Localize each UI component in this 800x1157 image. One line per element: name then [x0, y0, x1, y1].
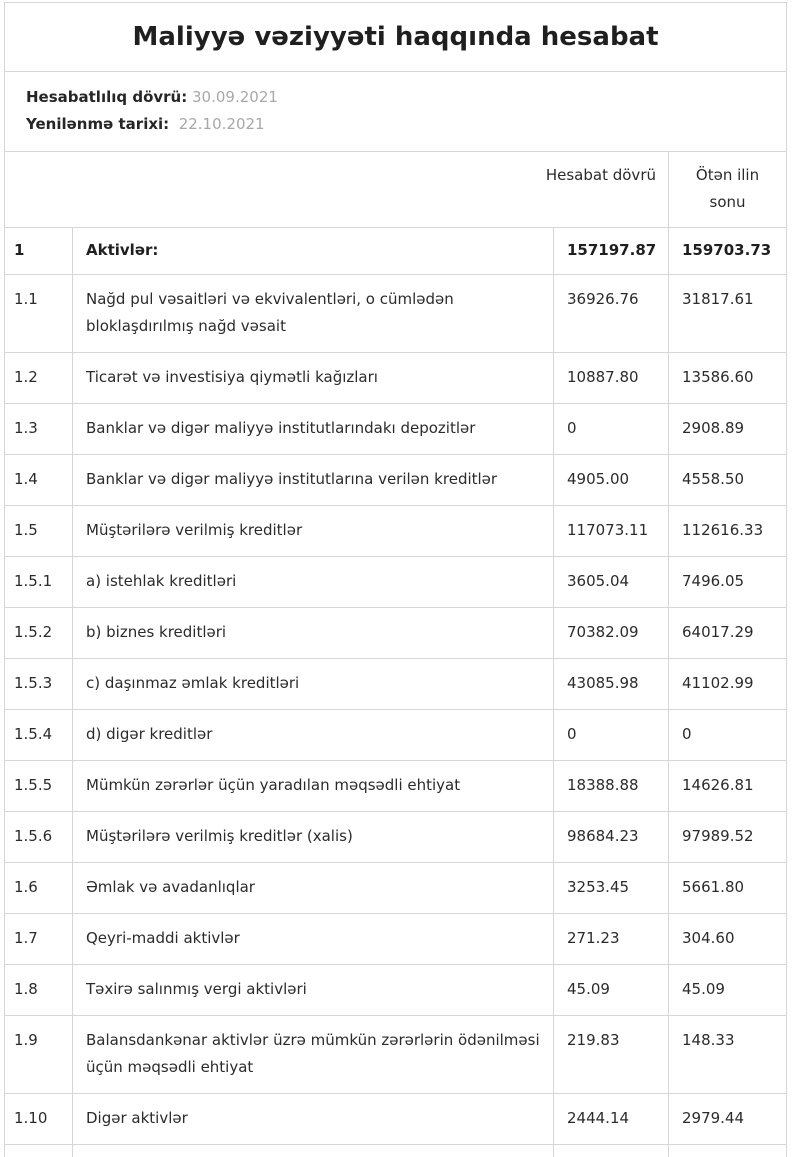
- table-row: [5, 863, 787, 914]
- row-number: 1.5.2: [5, 608, 73, 659]
- row-label: c) daşınmaz əmlak kreditləri: [73, 659, 554, 710]
- row-value-current: 117073.11: [554, 506, 669, 557]
- row-value-current: 157197.87: [554, 228, 669, 275]
- row-number: 1.3: [5, 404, 73, 455]
- update-date-value: 22.10.2021: [178, 115, 265, 133]
- row-number: 1.5.1: [5, 557, 73, 608]
- dates-row: [5, 72, 787, 152]
- row-number: 1.1: [5, 275, 73, 353]
- table-row: [5, 1016, 787, 1094]
- report-static-rows: [5, 3, 787, 228]
- row-value-previous: 14626.81: [669, 761, 787, 812]
- reporting-period-label: Hesabatlılıq dövrü:: [26, 88, 188, 106]
- row-label: Mümkün zərərlər üçün yaradılan məqsədli ehtiyat: [73, 761, 554, 812]
- reporting-period-value: 30.09.2021: [192, 88, 278, 106]
- row-label: Banklar və digər maliyyə institutlarındakı depozitlər: [73, 404, 554, 455]
- row-value-previous: 45.09: [669, 965, 787, 1016]
- table-row: [5, 557, 787, 608]
- table-row: [5, 275, 787, 353]
- row-label: Müştərilərə verilmiş kreditlər: [73, 506, 554, 557]
- title-row: [5, 3, 787, 72]
- row-value-current: 36926.76: [554, 275, 669, 353]
- table-row: [5, 404, 787, 455]
- update-date-line: [26, 111, 766, 138]
- reporting-period-line: [26, 84, 766, 111]
- row-label: Ticarət və investisiya qiymətli kağızları: [73, 353, 554, 404]
- row-value-previous: 13586.60: [669, 353, 787, 404]
- row-number: 1.4: [5, 455, 73, 506]
- row-number: 1.5: [5, 506, 73, 557]
- row-value-current: 4905.00: [554, 455, 669, 506]
- row-number: 1.5.6: [5, 812, 73, 863]
- table-row: [5, 914, 787, 965]
- row-value-previous: 0: [669, 710, 787, 761]
- table-row: [5, 965, 787, 1016]
- row-label: a) istehlak kreditləri: [73, 557, 554, 608]
- report-dates: [5, 72, 787, 152]
- row-value-current: 45.09: [554, 965, 669, 1016]
- row-number: 1.8: [5, 965, 73, 1016]
- row-value-current: 2444.14: [554, 1094, 669, 1145]
- column-header-row: [5, 152, 787, 228]
- row-label: Nağd pul vəsaitləri və ekvivalentləri, o cümlədən bloklaşdırılmış nağd vəsait: [73, 275, 554, 353]
- row-label: Müştərilərə verilmiş kreditlər (xalis): [73, 812, 554, 863]
- row-value-current: 98684.23: [554, 812, 669, 863]
- row-value-previous: 31817.61: [669, 275, 787, 353]
- page-title: Maliyyə vəziyyəti haqqında hesabat: [5, 3, 787, 72]
- row-label: Təxirə salınmış vergi aktivləri: [73, 965, 554, 1016]
- row-number: 1.6: [5, 863, 73, 914]
- row-label: Digər aktivlər: [73, 1094, 554, 1145]
- column-header-previous-year-end: Ötən ilin sonu: [669, 152, 787, 228]
- row-number: 1: [5, 228, 73, 275]
- row-number: 1.5.3: [5, 659, 73, 710]
- table-row: [5, 506, 787, 557]
- row-value-previous: 64017.29: [669, 608, 787, 659]
- row-number: [5, 1145, 73, 1157]
- row-value-current: 3605.04: [554, 557, 669, 608]
- row-value-previous: 304.60: [669, 914, 787, 965]
- row-label: Aktivlər:: [73, 228, 554, 275]
- row-value-previous: 159703.73: [669, 228, 787, 275]
- asset-rows: [5, 228, 787, 1145]
- row-value-current: 3253.45: [554, 863, 669, 914]
- row-number: 1.5.4: [5, 710, 73, 761]
- column-header-current-period: Hesabat dövrü: [5, 152, 669, 228]
- financial-position-report: [4, 2, 787, 1157]
- row-value-current: 0: [554, 710, 669, 761]
- row-value-current: 271.23: [554, 914, 669, 965]
- row-label: [73, 1145, 554, 1157]
- row-value-previous: 2908.89: [669, 404, 787, 455]
- row-value-current: 18388.88: [554, 761, 669, 812]
- row-value-current: 10887.80: [554, 353, 669, 404]
- row-number: 1.2: [5, 353, 73, 404]
- table-row: [5, 228, 787, 275]
- row-value-current: 0: [554, 404, 669, 455]
- row-value-current: 219.83: [554, 1016, 669, 1094]
- table-row: [5, 353, 787, 404]
- row-number: 1.9: [5, 1016, 73, 1094]
- row-value-previous: 4558.50: [669, 455, 787, 506]
- row-value-previous: 7496.05: [669, 557, 787, 608]
- row-value-previous: 112616.33: [669, 506, 787, 557]
- row-value-previous: 148.33: [669, 1016, 787, 1094]
- row-label: d) digər kreditlər: [73, 710, 554, 761]
- row-value-current: 70382.09: [554, 608, 669, 659]
- table-row: [5, 812, 787, 863]
- table-row: [5, 710, 787, 761]
- table-row: [5, 455, 787, 506]
- row-label: Əmlak və avadanlıqlar: [73, 863, 554, 914]
- row-value-previous: 5661.80: [669, 863, 787, 914]
- row-value-current: 43085.98: [554, 659, 669, 710]
- row-label: Balansdankənar aktivlər üzrə mümkün zərərlərin ödənilməsi üçün məqsədli ehtiyat: [73, 1016, 554, 1094]
- table-row: [5, 1094, 787, 1145]
- row-value-previous: 97989.52: [669, 812, 787, 863]
- table-row: [5, 608, 787, 659]
- row-label: Banklar və digər maliyyə institutlarına verilən kreditlər: [73, 455, 554, 506]
- row-value-previous: [669, 1145, 787, 1157]
- row-label: Qeyri-maddi aktivlər: [73, 914, 554, 965]
- row-value-previous: 2979.44: [669, 1094, 787, 1145]
- next-row-partial: [5, 1145, 787, 1157]
- table-row: [5, 659, 787, 710]
- report-continuation: [5, 1145, 787, 1157]
- table-row: [5, 761, 787, 812]
- row-label: b) biznes kreditləri: [73, 608, 554, 659]
- row-number: 1.5.5: [5, 761, 73, 812]
- row-number: 1.10: [5, 1094, 73, 1145]
- update-date-label: Yenilənmə tarixi:: [26, 115, 170, 133]
- row-number: 1.7: [5, 914, 73, 965]
- row-value-previous: 41102.99: [669, 659, 787, 710]
- row-value-current: [554, 1145, 669, 1157]
